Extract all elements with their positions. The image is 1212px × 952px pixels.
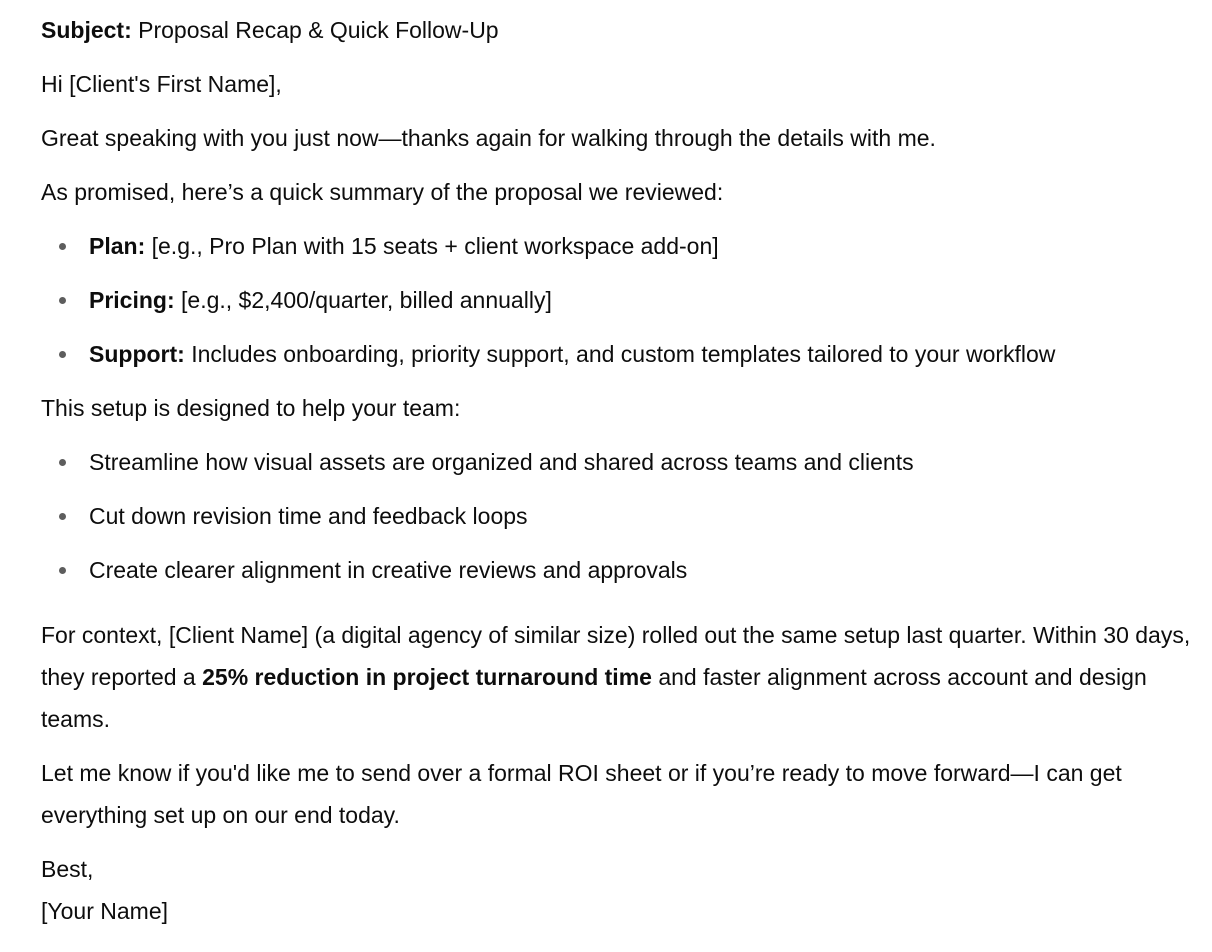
context-text-end: and faster alignment across account and design teams. (41, 664, 1147, 732)
item-label: Plan: (89, 233, 146, 259)
bullet-icon (59, 459, 66, 466)
item-text: [e.g., $2,400/quarter, billed annually] (174, 287, 552, 313)
subject-line (41, 9, 1201, 51)
subject-text: Proposal Recap & Quick Follow-Up (131, 17, 499, 43)
signoff: Best, (41, 856, 94, 882)
proposal-list (41, 225, 1201, 375)
benefits-lead: This setup is designed to help your team: (41, 395, 461, 421)
bullet-icon (59, 351, 66, 358)
benefits-list (41, 441, 1201, 591)
benefit-text: Cut down revision time and feedback loops (89, 503, 528, 529)
item-text: Includes onboarding, priority support, and custom templates tailored to your workflow (184, 341, 1056, 367)
list-item (41, 441, 1201, 483)
context-paragraph (41, 614, 1201, 740)
list-item (41, 279, 1201, 321)
list-item (41, 333, 1201, 375)
list-item (41, 549, 1201, 591)
bullet-icon (59, 513, 66, 520)
intro-paragraph: Great speaking with you just now—thanks again for walking through the details with me. (41, 125, 936, 151)
closing-paragraph: Let me know if you'd like me to send over a formal ROI sheet or if you’re ready to move forward—I can get everything set up on our end today. (41, 760, 1122, 828)
email-body (41, 9, 1201, 932)
context-text-start: For context, [Client Name] (a digital agency of similar size) rolled out the same setup last quarter. Within 30 days, they reported a (41, 622, 1191, 690)
context-highlight: 25% reduction in project turnaround time (202, 664, 652, 690)
item-label: Pricing: (89, 287, 175, 313)
greeting: Hi [Client's First Name], (41, 71, 282, 97)
item-text: [e.g., Pro Plan with 15 seats + client workspace add-on] (145, 233, 719, 259)
list-item (41, 225, 1201, 267)
list-item (41, 495, 1201, 537)
signature: [Your Name] (41, 898, 168, 924)
bullet-icon (59, 567, 66, 574)
benefit-text: Create clearer alignment in creative reviews and approvals (89, 557, 688, 583)
bullet-icon (59, 243, 66, 250)
summary-lead: As promised, here’s a quick summary of the proposal we reviewed: (41, 179, 724, 205)
item-label: Support: (89, 341, 185, 367)
bullet-icon (59, 297, 66, 304)
benefit-text: Streamline how visual assets are organized and shared across teams and clients (89, 449, 914, 475)
subject-label: Subject: (41, 17, 132, 43)
